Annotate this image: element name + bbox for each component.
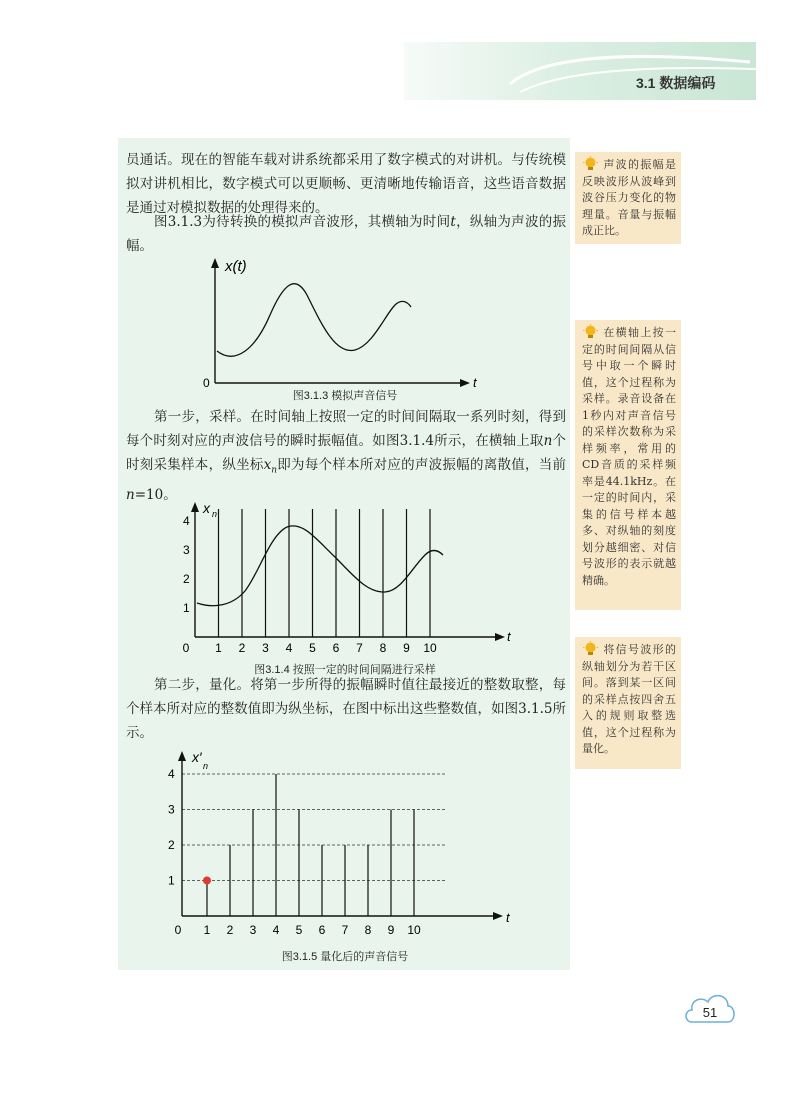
paragraph-1: 员通话。现在的智能车载对讲系统都采用了数字模式的对讲机。与传统模拟对讲机相比，数字模式可以更顺畅、更清晰地传输语音，这些语音数据是通过对模拟数据的处理得来的。 bbox=[126, 152, 566, 216]
fig3-y-tick-label: 4 bbox=[168, 767, 175, 781]
fig3-x-tick-label: 7 bbox=[341, 923, 349, 937]
fig2-x-tick-label: 8 bbox=[379, 641, 387, 655]
paragraph-2: 图3.1.3为待转换的模拟声音波形，其横轴为时间t，纵轴为声波的振幅。 bbox=[126, 214, 566, 254]
fig1-y-label: x(t) bbox=[225, 258, 247, 275]
fig2-y-tick-label: 4 bbox=[183, 514, 190, 528]
fig3-y-label: x′ bbox=[192, 749, 202, 765]
fig3-y-tick-label: 1 bbox=[168, 873, 175, 888]
fig3-x-tick-label: 9 bbox=[387, 923, 395, 937]
fig1-x-label: t bbox=[473, 375, 477, 390]
fig2-x-tick-label: 0 bbox=[182, 641, 190, 655]
fig2-x-tick-label: 3 bbox=[262, 641, 269, 655]
lightbulb-icon bbox=[582, 324, 599, 339]
fig2-y-tick-label: 2 bbox=[183, 572, 190, 586]
fig3-y-tick-label: 3 bbox=[168, 802, 175, 817]
fig2-x-tick-label: 10 bbox=[423, 641, 437, 655]
fig3-y-tick-label: 2 bbox=[168, 838, 175, 852]
lightbulb-icon bbox=[582, 641, 599, 656]
paragraph-3: 第一步，采样。在时间轴上按照一定的时间间隔取一系列时刻，得到每个时刻对应的声波信号的瞬时振幅值。如图3.1.4所示，在横轴上取n个时刻采集样本，纵坐标$x_n$即为每个样本所对应的声波振幅的离散值，当前n=10。 bbox=[126, 409, 567, 503]
fig3-caption: 图3.1.5 量化后的声音信号 bbox=[281, 951, 409, 963]
figure-analog-signal bbox=[195, 255, 495, 405]
fig3-x-tick-label: 2 bbox=[226, 923, 234, 937]
fig1-caption: 图3.1.3 模拟声音信号 bbox=[292, 390, 398, 402]
side-note-quantization: 将信号波形的纵轴划分为若干区间。落到某一区间的采样点按四舍五入的规则取整选值，这个过程称为量化。 bbox=[575, 637, 681, 769]
fig2-x-tick-label: 1 bbox=[215, 641, 222, 655]
fig2-y-label-sub: n bbox=[212, 509, 218, 519]
fig3-x-tick-label: 10 bbox=[407, 923, 421, 937]
page-number-cloud bbox=[682, 988, 738, 1028]
fig3-x-tick-label: 3 bbox=[249, 923, 257, 937]
fig2-x-tick-label: 5 bbox=[309, 641, 316, 655]
fig2-caption: 图3.1.4 按照一定的时间间隔进行采样 bbox=[254, 664, 436, 676]
analog-waveform bbox=[217, 284, 411, 356]
side-note-amplitude: 声波的振幅是反映波形从波峰到波谷压力变化的物理量。音量与振幅成正比。 bbox=[575, 152, 681, 244]
fig2-x-tick-label: 7 bbox=[356, 641, 363, 655]
fig2-x-label: t bbox=[507, 629, 511, 644]
fig2-x-tick-label: 2 bbox=[238, 641, 246, 655]
figure-quantization bbox=[160, 742, 530, 942]
fig3-x-tick-label: 0 bbox=[174, 923, 182, 937]
highlighted-sample-point bbox=[203, 877, 211, 885]
fig2-y-tick-label: 1 bbox=[183, 601, 190, 615]
fig3-x-tick-label: 4 bbox=[272, 923, 280, 937]
fig2-x-tick-label: 9 bbox=[403, 641, 410, 655]
page-number: 51 bbox=[702, 1005, 718, 1020]
fig2-x-tick-label: 6 bbox=[332, 641, 340, 655]
fig2-y-tick-label: 3 bbox=[183, 543, 190, 557]
figure-sampling bbox=[175, 495, 515, 663]
fig3-x-tick-label: 5 bbox=[295, 923, 303, 937]
side-note-sampling: 在横轴上按一定的时间间隔从信号中取一个瞬时值，这个过程称为采样。录音设备在1秒内对声音信号的采样次数称为采样频率，常用的CD音质的采样频率是44.1kHz。在一定的时间内，采集的信号样本越多、对纵轴的刻度划分越细密、对信号波形的表示就越精确。 bbox=[575, 320, 681, 610]
fig3-x-label: t bbox=[506, 910, 510, 925]
paragraph-4: 第二步，量化。将第一步所得的振幅瞬时值往最接近的整数取整，每个样本所对应的整数值即为纵坐标，在图中标出这些整数值，如图3.1.5所示。 bbox=[126, 677, 566, 741]
fig2-x-tick-label: 4 bbox=[285, 641, 293, 655]
fig3-x-tick-label: 6 bbox=[318, 923, 326, 937]
fig3-x-tick-label: 1 bbox=[203, 923, 211, 937]
section-title: 3.1 数据编码 bbox=[636, 75, 716, 91]
fig3-y-label-sub: n bbox=[203, 761, 209, 771]
fig1-origin-label: 0 bbox=[203, 376, 210, 390]
fig2-y-label: x bbox=[203, 500, 210, 516]
lightbulb-icon bbox=[582, 156, 599, 171]
fig3-x-tick-label: 8 bbox=[364, 923, 372, 937]
